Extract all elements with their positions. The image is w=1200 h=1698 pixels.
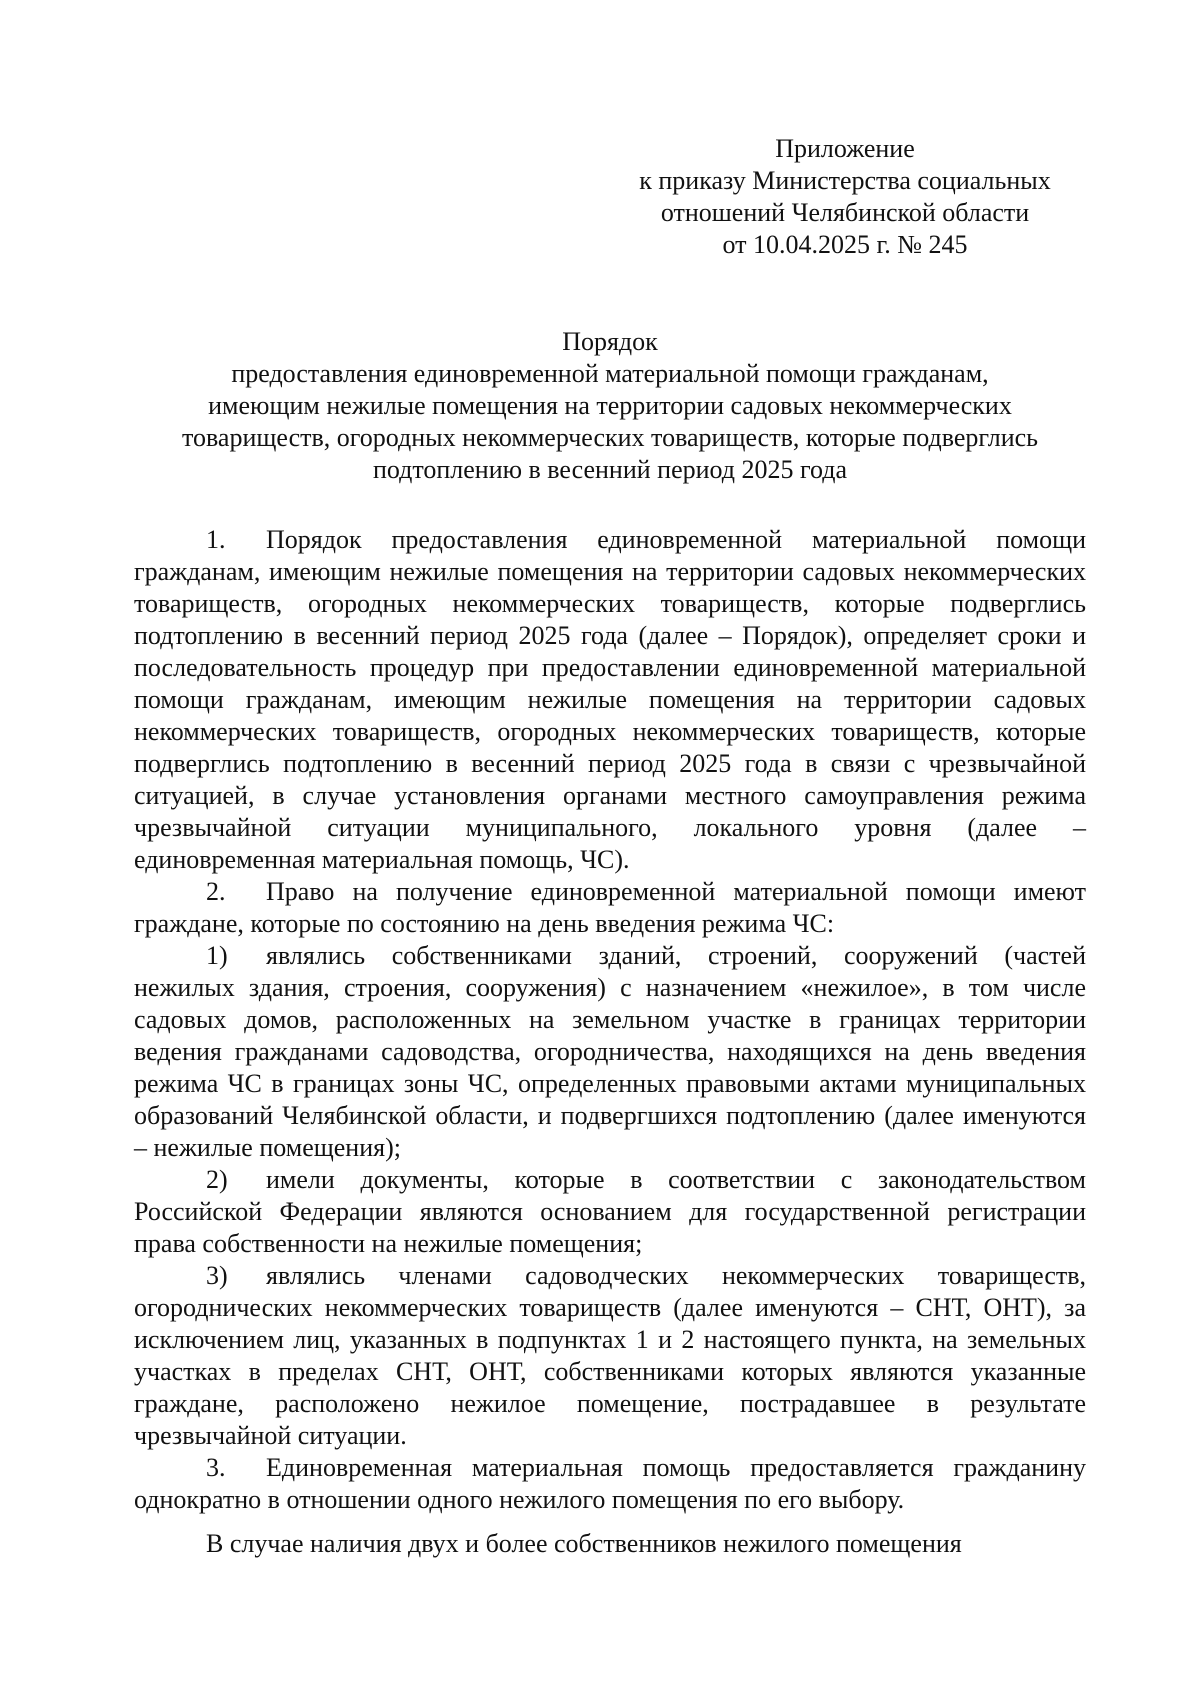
paragraph-text: В случае наличия двух и более собственников нежилого помещения xyxy=(206,1529,962,1558)
paragraph-number: 1) xyxy=(206,941,228,970)
paragraph-continuation xyxy=(134,1528,1086,1560)
paragraph-number: 1. xyxy=(206,525,226,554)
subparagraph-1 xyxy=(134,940,1086,1164)
title-heading: Порядок xyxy=(562,327,658,356)
document-title xyxy=(140,326,1080,486)
paragraph-text: являлись членами садоводческих некоммерческих товариществ, огороднических некоммерческих товариществ (далее именуются – СНТ, ОНТ), за исключением лиц, указанных в подпунктах 1 и 2 настоящего пункта, на земельных участках в пределах СНТ, ОНТ, собственниками которых являются указанные граждане, расположено нежилое помещение, пострадавшее в результате чрезвычайной ситуации. xyxy=(134,1261,1086,1450)
paragraph-number: 2. xyxy=(206,877,226,906)
paragraph-number: 2) xyxy=(206,1165,228,1194)
appendix-label: Приложение xyxy=(775,134,915,163)
paragraph-text: Право на получение единовременной материальной помощи имеют граждане, которые по состоянию на день введения режима ЧС: xyxy=(134,877,1086,938)
paragraph-number: 3. xyxy=(206,1453,226,1482)
subparagraph-3 xyxy=(134,1260,1086,1452)
title-line-4: подтоплению в весенний период 2025 года xyxy=(372,455,848,484)
title-line-3: товариществ, огородных некоммерческих товариществ, которые подверглись xyxy=(181,423,1039,452)
paragraph-number: 3) xyxy=(206,1261,228,1290)
paragraph-3 xyxy=(134,1452,1086,1516)
title-line-2: имеющим нежилые помещения на территории садовых некоммерческих xyxy=(208,391,1012,420)
paragraph-text: являлись собственниками зданий, строений, сооружений (частей нежилых здания, строения, сооружения) с назначением «нежилое», в том числе садовых домов, расположенных на земельном участке в границах территории ведения гражданами садоводства, огородничества, находящихся на день введения режима ЧС в границах зоны ЧС, определенных правовыми актами муниципальных образований Челябинской области, и подвергшихся подтоплению (далее именуются – нежилые помещения); xyxy=(134,941,1086,1162)
appendix-ministry: отношений Челябинской области xyxy=(660,198,1030,227)
paragraph-text: Единовременная материальная помощь предоставляется гражданину однократно в отношении одного нежилого помещения по его выбору. xyxy=(134,1453,1086,1514)
paragraph-1 xyxy=(134,524,1086,876)
appendix-order-ref: к приказу Министерства социальных xyxy=(639,166,1051,195)
paragraph-text: имели документы, которые в соответствии с законодательством Российской Федерации являются основанием для государственной регистрации права собственности на нежилые помещения; xyxy=(134,1165,1086,1258)
document-body xyxy=(134,524,1086,1560)
title-line-1: предоставления единовременной материальной помощи гражданам, xyxy=(231,359,989,388)
paragraph-2 xyxy=(134,876,1086,940)
subparagraph-2 xyxy=(134,1164,1086,1260)
appendix-date-number: от 10.04.2025 г. № 245 xyxy=(722,230,968,259)
appendix-block xyxy=(610,133,1080,261)
paragraph-text: Порядок предоставления единовременной материальной помощи гражданам, имеющим нежилые помещения на территории садовых некоммерческих товариществ, огородных некоммерческих товариществ, которые подверглись подтоплению в весенний период 2025 года (далее – Порядок), определяет сроки и последовательность процедур при предоставлении единовременной материальной помощи гражданам, имеющим нежилые помещения на территории садовых некоммерческих товариществ, огородных некоммерческих товариществ, которые подверглись подтоплению в весенний период 2025 года в связи с чрезвычайной ситуацией, в случае установления органами местного самоуправления режима чрезвычайной ситуации муниципального, локального уровня (далее – единовременная материальная помощь, ЧС). xyxy=(134,525,1086,874)
